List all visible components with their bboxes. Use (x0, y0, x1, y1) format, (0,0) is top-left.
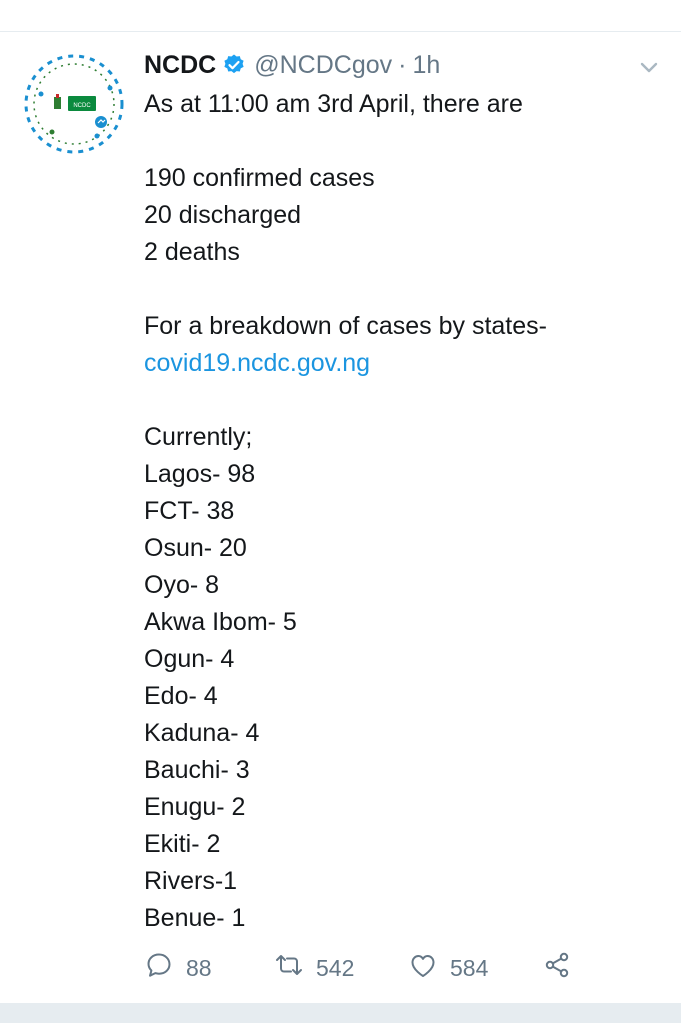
retweet-button[interactable] (274, 950, 408, 986)
retweet-count: 542 (316, 954, 355, 981)
like-button[interactable] (408, 950, 542, 986)
user-handle[interactable]: @NCDCgov (254, 50, 393, 79)
state-item: Osun- 20 (144, 534, 247, 562)
bottom-separator (0, 1003, 681, 1023)
tweet-body (144, 86, 664, 937)
tweet-actions (144, 948, 572, 988)
stat-deaths: 2 deaths (144, 238, 240, 266)
state-item: Ekiti- 2 (144, 830, 221, 858)
share-button[interactable] (542, 950, 572, 986)
currently-label: Currently; (144, 423, 253, 451)
state-item: FCT- 38 (144, 497, 235, 525)
breakdown-text: For a breakdown of cases by states- (144, 312, 547, 340)
state-item: Bauchi- 3 (144, 756, 250, 784)
stat-discharged: 20 discharged (144, 201, 302, 229)
tweet-intro: As at 11:00 am 3rd April, there are (144, 90, 523, 118)
tweet-card[interactable] (0, 32, 681, 1002)
state-item: Rivers-1 (144, 867, 238, 895)
state-item: Edo- 4 (144, 682, 218, 710)
separator-dot: · (398, 50, 407, 79)
reply-icon (144, 950, 174, 986)
tweet-timestamp[interactable]: 1h (412, 50, 441, 79)
share-icon (542, 950, 572, 986)
state-item: Enugu- 2 (144, 793, 246, 821)
state-item: Benue- 1 (144, 904, 246, 932)
retweet-icon (274, 950, 304, 986)
like-count: 584 (450, 954, 489, 981)
verified-badge-icon (222, 53, 246, 77)
reply-button[interactable] (144, 950, 274, 986)
avatar-logo-text: NCDC (73, 103, 91, 109)
state-item: Akwa Ibom- 5 (144, 608, 297, 636)
state-item: Ogun- 4 (144, 645, 235, 673)
chevron-down-icon[interactable] (636, 54, 662, 80)
tweet-header (144, 48, 440, 82)
state-item: Oyo- 8 (144, 571, 220, 599)
covid-link[interactable]: covid19.ncdc.gov.ng (144, 349, 371, 377)
like-icon (408, 950, 438, 986)
stat-confirmed: 190 confirmed cases (144, 164, 375, 192)
reply-count: 88 (186, 954, 212, 981)
display-name[interactable]: NCDC (144, 50, 217, 79)
state-item: Kaduna- 4 (144, 719, 260, 747)
avatar[interactable] (22, 52, 126, 156)
state-item: Lagos- 98 (144, 460, 256, 488)
